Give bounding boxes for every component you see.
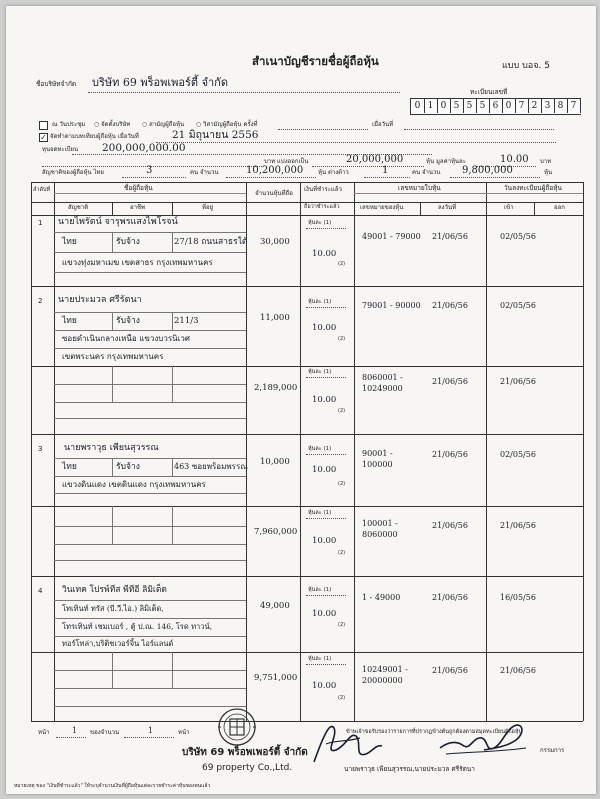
registration-digit: 7 <box>515 99 529 113</box>
capital-label: ทุนจดทะเบียน <box>42 146 79 153</box>
row3b-cert: 100001 - 8060000 <box>362 519 398 539</box>
header-reg-date: วันลงทะเบียนผู้ถือหุ้น <box>504 184 563 192</box>
header-cert-date: ลงวันที่ <box>438 204 457 211</box>
row3b-paid: 10.00 <box>312 536 337 546</box>
row4-agent: โทเทินท์ ทรัส (บี.วี.ไอ.) ลิมิเต็ด, <box>62 604 164 613</box>
row4b-paid-label-text: หุ้นละ <box>308 656 322 662</box>
row1-no: 1 <box>38 219 43 227</box>
row2b-paid-label-text: หุ้นละ <box>308 369 322 375</box>
signer-label: กรรมการ <box>540 747 565 754</box>
header-paid-sub: ถือว่าชำระแล้ว <box>304 204 340 210</box>
row2-paid-label: หุ้นละ (1) <box>308 299 332 305</box>
row2b-paid-label: หุ้นละ (1) <box>308 369 332 375</box>
row2b-reg-in: 21/06/56 <box>500 377 536 386</box>
header-paid: เงินที่ชำระแล้ว <box>304 186 342 193</box>
row1-paid: 10.00 <box>312 249 337 259</box>
change-date: 21 มิถุนายน 2556 <box>172 129 259 141</box>
header-cert: เลขหมายใบหุ้น <box>398 184 441 192</box>
signature-right <box>436 718 532 762</box>
row3-address: 463 ซอยพร้อมพรรณ <box>174 462 248 471</box>
registration-digit: 0 <box>411 99 425 113</box>
row4b-reg-in: 21/06/56 <box>500 666 536 675</box>
row4-cert-date: 21/06/56 <box>432 593 468 602</box>
row1-address-line2: แขวงทุ่งมหาเมฆ เขตสาธร กรุงเทพมหานคร <box>62 258 213 267</box>
row4-shares: 49,000 <box>260 601 290 611</box>
row3-shares: 10,000 <box>260 457 290 467</box>
row1-paid-label-text: หุ้นละ <box>308 220 322 226</box>
registration-digit: 2 <box>528 99 542 113</box>
shares-total: 20,000,000 <box>346 154 404 165</box>
foreign-persons: 1 <box>382 165 389 176</box>
row2-address: 211/3 <box>174 316 199 326</box>
registration-digit: 1 <box>424 99 438 113</box>
row4-address-line2: ทอร์โทล่า,บริติชเวอร์จิ้น ไอร์แลนด์ <box>62 639 174 648</box>
thai-persons: 3 <box>146 165 153 176</box>
row3b-paid-mark: (2) <box>338 550 346 556</box>
footer-company-en: 69 property Co.,Ltd. <box>202 763 293 773</box>
row3b-shares: 7,960,000 <box>254 527 298 537</box>
row4b-paid-label: หุ้นละ (1) <box>308 656 332 662</box>
option-date: เมื่อวันที่ <box>372 121 394 128</box>
row2-address-line2: ซอยดำเนินกลางเหนือ แขวงบวรนิเวศ <box>62 334 190 343</box>
row1-paid-mark: (2) <box>338 261 346 267</box>
row4b-cert-date: 21/06/56 <box>432 666 468 675</box>
row3-address-line2: แขวงดินแดง เขตดินแดง กรุงเทพมหานคร <box>62 480 206 489</box>
row3b-paid-label: หุ้นละ (1) <box>308 510 332 516</box>
shares-unit: หุ้น มูลค่าหุ้นละ <box>426 158 466 165</box>
row1-cert-date: 21/06/56 <box>432 232 468 241</box>
row2b-paid: 10.00 <box>312 395 337 405</box>
row1-paid-label: หุ้นละ (1) <box>308 220 332 226</box>
option-extraordinary-label: วิสามัญผู้ถือหุ้น ครั้งที่ <box>203 121 258 128</box>
header-occupation: อาชีพ <box>130 204 145 211</box>
foreign-shares-unit: หุ้น <box>544 169 553 176</box>
row2-cert: 79001 - 90000 <box>362 301 421 310</box>
footer-pages-unit: หน้า <box>178 729 190 736</box>
row1-shares: 30,000 <box>260 237 290 247</box>
row3-no: 3 <box>38 445 43 453</box>
checkbox-meeting <box>39 121 48 130</box>
form-code: แบบ บอจ. 5 <box>502 61 550 71</box>
row1-nationality: ไทย <box>62 237 77 247</box>
row2-no: 2 <box>38 297 43 305</box>
row4-no: 4 <box>38 587 43 595</box>
row3-cert: 90001 - 100000 <box>362 449 393 469</box>
change-label: จัดทำตามบทเทียบผู้ถือหุ้น เมื่อวันที่ <box>50 133 139 140</box>
row4-address: โทรเทินท์ เชมเบอร์ , ตู้ ป.ณ. 146, โรด ทาวน์, <box>62 622 212 631</box>
company-name: บริษัท 69 พร็อพเพอร์ตี้ จำกัด <box>92 76 228 89</box>
header-shares: จำนวนหุ้นที่ถือ <box>255 190 293 197</box>
row1-name: นายไพรัตน์ จารุพรแสงไพโรจน์ <box>58 217 178 227</box>
foreign-unit: คน จำนวน <box>412 169 441 176</box>
header-address: ที่อยู่ <box>202 204 214 211</box>
footer-page-label: หน้า <box>38 729 50 736</box>
registration-digit: 5 <box>476 99 490 113</box>
row2-paid: 10.00 <box>312 323 337 333</box>
row2b-cert: 8060001 - 10249000 <box>362 373 403 393</box>
row2-name: นายประมวล ศรีรัตนา <box>58 295 142 305</box>
row2b-paid-mark: (2) <box>338 408 346 414</box>
option-ordinary-label: สามัญผู้ถือหุ้น <box>149 121 185 128</box>
row4b-shares: 9,751,000 <box>254 673 298 683</box>
registration-digit: 7 <box>567 99 581 113</box>
row4-paid: 10.00 <box>312 609 337 619</box>
row1-cert: 49001 - 79000 <box>362 232 421 241</box>
form-title: สำเนาบัญชีรายชื่อผู้ถือหุ้น <box>252 54 379 68</box>
row2-paid-label-text: หุ้นละ <box>308 299 322 305</box>
thai-unit: คน จำนวน <box>190 169 219 176</box>
header-no: ลำดับที่ <box>33 187 51 193</box>
footnote: หมายเหตุ ของ "เงินที่ชำระแล้ว" ให้ระบุจำนวนเงินที่ผู้ถือหุ้นแต่ละรายชำระค่าหุ้นของตนแล้ว <box>14 783 211 789</box>
row3b-cert-date: 21/06/56 <box>432 521 468 530</box>
row2-paid-mark: (2) <box>338 336 346 342</box>
footer-of-label: ของจำนวน <box>90 729 120 736</box>
row4-paid-label-text: หุ้นละ <box>308 587 322 593</box>
option-extraordinary: ○ วิสามัญผู้ถือหุ้น ครั้งที่ <box>196 121 258 128</box>
registration-digit: 5 <box>450 99 464 113</box>
row2-cert-date: 21/06/56 <box>432 301 468 310</box>
foreign-shares: 9,800,000 <box>462 165 513 176</box>
row3-paid-mark: (2) <box>338 481 346 487</box>
registration-digit: 8 <box>554 99 568 113</box>
registration-digit: 0 <box>437 99 451 113</box>
row4b-cert: 10249001 - 20000000 <box>362 665 408 685</box>
row3b-reg-in: 21/06/56 <box>500 521 536 530</box>
header-holder: ชื่อผู้ถือหุ้น <box>124 184 153 192</box>
row4b-paid-mark: (2) <box>338 695 346 701</box>
company-seal <box>216 706 258 748</box>
thai-shares: 10,200,000 <box>246 165 304 176</box>
row2-address-line3: เขตพระนคร กรุงเทพมหานคร <box>62 352 164 361</box>
option-meeting: ณ วันประชุม <box>52 121 86 128</box>
row4-cert: 1 - 49000 <box>362 593 401 602</box>
footer-company-th: บริษัท 69 พร็อพเพอร์ตี้ จำกัด <box>182 747 308 758</box>
footer-page-no: 1 <box>72 726 78 735</box>
header-reg-in: เข้า <box>504 204 514 211</box>
option-ordinary: ○ สามัญผู้ถือหุ้น <box>142 121 185 128</box>
row3-name: นายพราวุธ เพียนสุวรรณ <box>64 443 159 453</box>
registration-digit: 5 <box>463 99 477 113</box>
row2-shares: 11,000 <box>260 313 290 323</box>
reg-label: ทะเบียนเลขที่ <box>470 88 508 96</box>
row4-paid-mark: (2) <box>338 622 346 628</box>
row1-occupation: รับจ้าง <box>116 237 140 247</box>
par-value: 10.00 <box>500 154 529 165</box>
registration-digit: 6 <box>489 99 503 113</box>
footer-pages: 1 <box>148 726 154 735</box>
thai-shares-unit: หุ้น ต่างด้าว <box>318 169 349 176</box>
row3-paid: 10.00 <box>312 465 337 475</box>
row3-cert-date: 21/06/56 <box>432 450 468 459</box>
certification-text: ข้าพเจ้าขอรับรองว่ารายการที่ปรากฏข้างต้นถูกต้องตามสมุดทะเบียนผู้ถือหุ้น <box>346 729 523 735</box>
option-establish: ○ จัดตั้งบริษัท <box>94 121 131 128</box>
row1-reg-in: 02/05/56 <box>500 232 536 241</box>
row1-address: 27/18 ถนนสาธรใต้ <box>174 237 248 247</box>
row3-nationality: ไทย <box>62 462 77 472</box>
nationality-label: สัญชาติของผู้ถือหุ้น ไทย <box>42 169 104 176</box>
company-label: ชื่อบริษัทจำกัด <box>36 80 77 88</box>
checkbox-change: ✓ <box>40 133 47 142</box>
row3b-paid-label-text: หุ้นละ <box>308 510 322 516</box>
row2b-cert-date: 21/06/56 <box>432 377 468 386</box>
header-reg-out: ออก <box>554 204 565 211</box>
row4-name: วินเทค โปรพ์ทีส พีทีอี ลิมิเต็ด <box>62 585 167 595</box>
registration-digit: 0 <box>502 99 516 113</box>
row2-occupation: รับจ้าง <box>116 316 140 326</box>
row2-nationality: ไทย <box>62 316 77 326</box>
row2-reg-in: 02/05/56 <box>500 301 536 310</box>
header-nationality: สัญชาติ <box>68 204 89 211</box>
document-page <box>6 6 596 794</box>
row3-occupation: รับจ้าง <box>116 462 140 472</box>
row3-paid-label: หุ้นละ (1) <box>308 446 332 452</box>
row3-paid-label-text: หุ้นละ <box>308 446 322 452</box>
row3-reg-in: 02/05/56 <box>500 450 536 459</box>
header-cert-no: เลขหมายของหุ้น <box>360 204 404 211</box>
capital-unit: บาท แบ่งออกเป็น <box>264 158 309 165</box>
row2b-shares: 2,189,000 <box>254 383 298 393</box>
row4b-paid: 10.00 <box>312 681 337 691</box>
par-unit: บาท <box>540 158 552 165</box>
capital-value: 200,000,000.00 <box>102 142 186 154</box>
signer-names: นายพราวุธ เพียนสุวรรณ,นายประมวล ศรีรัตนา <box>344 765 475 773</box>
registration-digit: 3 <box>541 99 555 113</box>
signature-left <box>306 714 386 770</box>
row4-reg-in: 16/05/56 <box>500 593 536 602</box>
row4-paid-label: หุ้นละ (1) <box>308 587 332 593</box>
registration-number-boxes <box>410 98 581 115</box>
option-establish-label: จัดตั้งบริษัท <box>101 121 131 128</box>
